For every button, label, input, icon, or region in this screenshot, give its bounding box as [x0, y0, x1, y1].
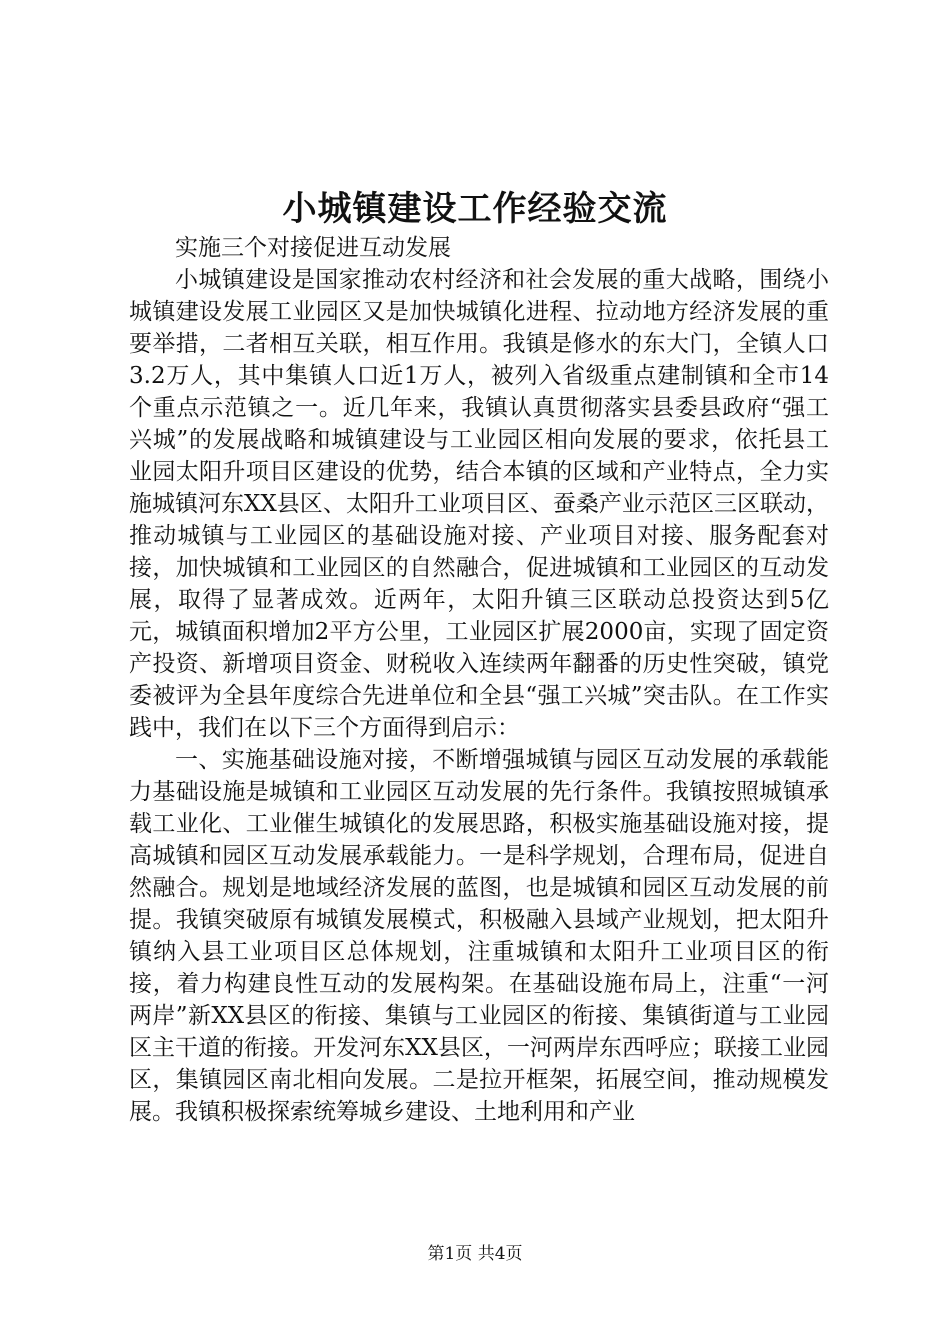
- document-subtitle: 实施三个对接促进互动发展: [175, 235, 451, 261]
- page-footer: 第1页 共4页: [427, 1244, 523, 1264]
- document-title: 小城镇建设工作经验交流: [282, 189, 668, 229]
- paragraph-section-one: 一、实施基础设施对接，不断增强城镇与园区互动发展的承载能力基础设施是城镇和工业园区互动发展的先行条件。我镇按照城镇承载工业化、工业催生城镇化的发展思路，积极实施基础设施对接，提高城镇和园区互动发展承载能力。一是科学规划，合理布局，促进自然融合。规划是地域经济发展的蓝图，也是城镇和园区互动发展的前提。我镇突破原有城镇发展模式，积极融入县域产业规划，把太阳升镇纳入县工业项目区总体规划，注重城镇和太阳升工业项目区的衔接，着力构建良性互动的发展构架。在基础设施布局上，注重“一河两岸”新XX县区的衔接、集镇与工业园区的衔接、集镇街道与工业园区主干道的衔接。开发河东XX县区，一河两岸东西呼应；联接工业园区，集镇园区南北相向发展。二是拉开框架，拓展空间，推动规模发展。我镇积极探索统筹城乡建设、土地利用和产业: [129, 747, 829, 1125]
- paragraph-intro: 小城镇建设是国家推动农村经济和社会发展的重大战略，围绕小城镇建设发展工业园区又是加快城镇化进程、拉动地方经济发展的重要举措，二者相互关联，相互作用。我镇是修水的东大门，全镇人口3.2万人，其中集镇人口近1万人，被列入省级重点建制镇和全市14个重点示范镇之一。近几年来，我镇认真贯彻落实县委县政府“强工兴城”的发展战略和城镇建设与工业园区相向发展的要求，依托县工业园太阳升项目区建设的优势，结合本镇的区域和产业特点，全力实施城镇河东XX县区、太阳升工业项目区、蚕桑产业示范区三区联动，推动城镇与工业园区的基础设施对接、产业项目对接、服务配套对接，加快城镇和工业园区的自然融合，促进城镇和工业园区的互动发展，取得了显著成效。近两年，太阳升镇三区联动总投资达到5亿元，城镇面积增加2平方公里，工业园区扩展2000亩，实现了固定资产投资、新增项目资金、财税收入连续两年翻番的历史性突破，镇党委被评为全县年度综合先进单位和全县“强工兴城”突击队。在工作实践中，我们在以下三个方面得到启示：: [129, 267, 829, 741]
- document-body: [129, 232, 829, 1128]
